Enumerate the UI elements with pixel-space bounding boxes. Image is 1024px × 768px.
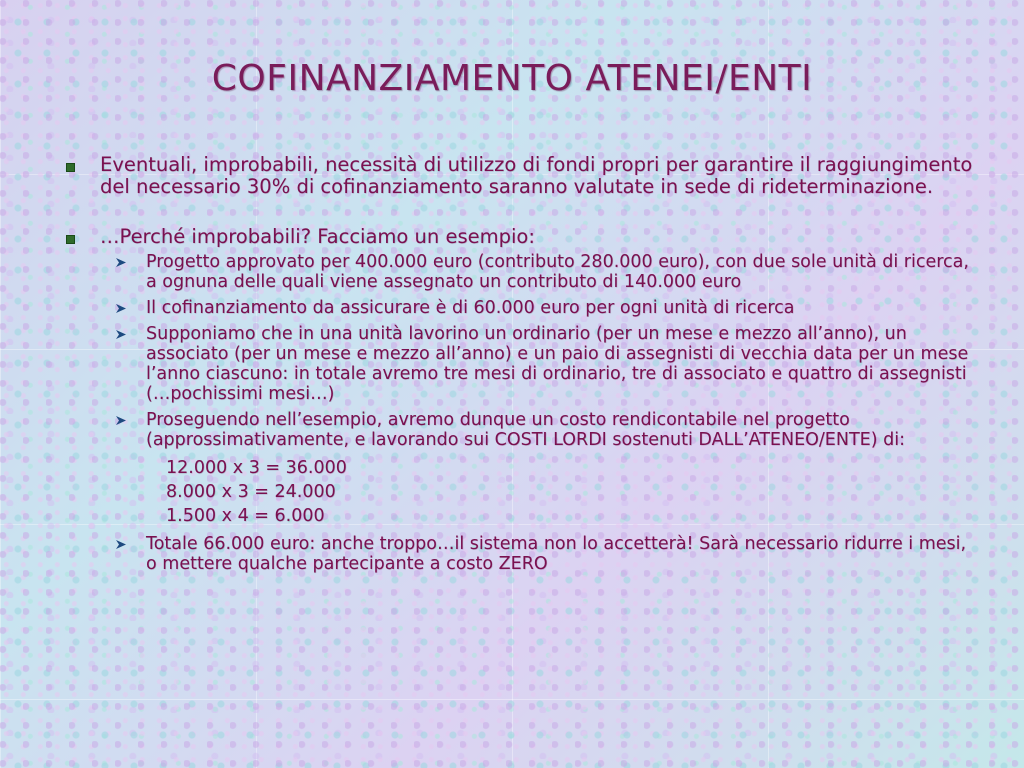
sub-bullet-text: Il cofinanziamento da assicurare è di 60.000 euro per ogni unità di ricerca — [146, 298, 795, 318]
sub-bullet-text: Totale 66.000 euro: anche troppo…il sistema non lo accetterà! Sarà necessario ridurre i mesi, o mettere qualche partecipante a costo ZERO — [146, 534, 967, 574]
sub-bullet-item — [60, 298, 980, 318]
slide-content — [60, 154, 980, 580]
bullet-item — [60, 226, 980, 248]
bullet-item — [60, 154, 980, 198]
calculation-line: 8.000 x 3 = 24.000 — [166, 482, 336, 502]
square-bullet-icon — [66, 235, 75, 244]
arrow-bullet-icon — [115, 303, 127, 314]
sub-bullet-item — [60, 410, 980, 450]
bullet-text: Eventuali, improbabili, necessità di utilizzo di fondi propri per garantire il raggiungimento del necessario 30% di cofinanziamento saranno valutate in sede di rideterminazione. — [100, 153, 973, 198]
calculation-line: 12.000 x 3 = 36.000 — [166, 458, 347, 478]
sub-bullet-item — [60, 252, 980, 292]
sub-bullet-list — [60, 252, 980, 574]
arrow-bullet-icon — [115, 415, 127, 426]
calculation-list — [60, 456, 980, 528]
sub-bullet-item — [60, 534, 980, 574]
sub-bullet-text: Progetto approvato per 400.000 euro (contributo 280.000 euro), con due sole unità di ricerca, a ognuna delle quali viene assegnato un contributo di 140.000 euro — [146, 252, 969, 292]
slide-title: COFINANZIAMENTO ATENEI/ENTI — [211, 58, 813, 99]
bullet-text: …Perché improbabili? Facciamo un esempio: — [100, 225, 535, 248]
square-bullet-icon — [66, 163, 75, 172]
arrow-bullet-icon — [115, 539, 127, 550]
sub-bullet-text: Proseguendo nell’esempio, avremo dunque un costo rendicontabile nel progetto (approssimativamente, e lavorando sui COSTI LORDI sostenuti DALL’ATENEO/ENTE) di: — [146, 410, 905, 450]
arrow-bullet-icon — [115, 257, 127, 268]
calculation-line: 1.500 x 4 = 6.000 — [166, 506, 325, 526]
arrow-bullet-icon — [115, 329, 127, 340]
sub-bullet-text: Supponiamo che in una unità lavorino un ordinario (per un mese e mezzo all’anno), un associato (per un mese e mezzo all’anno) e un paio di assegnisti di vecchia data per un mese l’anno ciascuno: in totale avremo tre mesi di ordinario, tre di associato e quattro di assegnisti (…pochissimi mesi…) — [146, 324, 969, 404]
sub-bullet-item — [60, 324, 980, 404]
